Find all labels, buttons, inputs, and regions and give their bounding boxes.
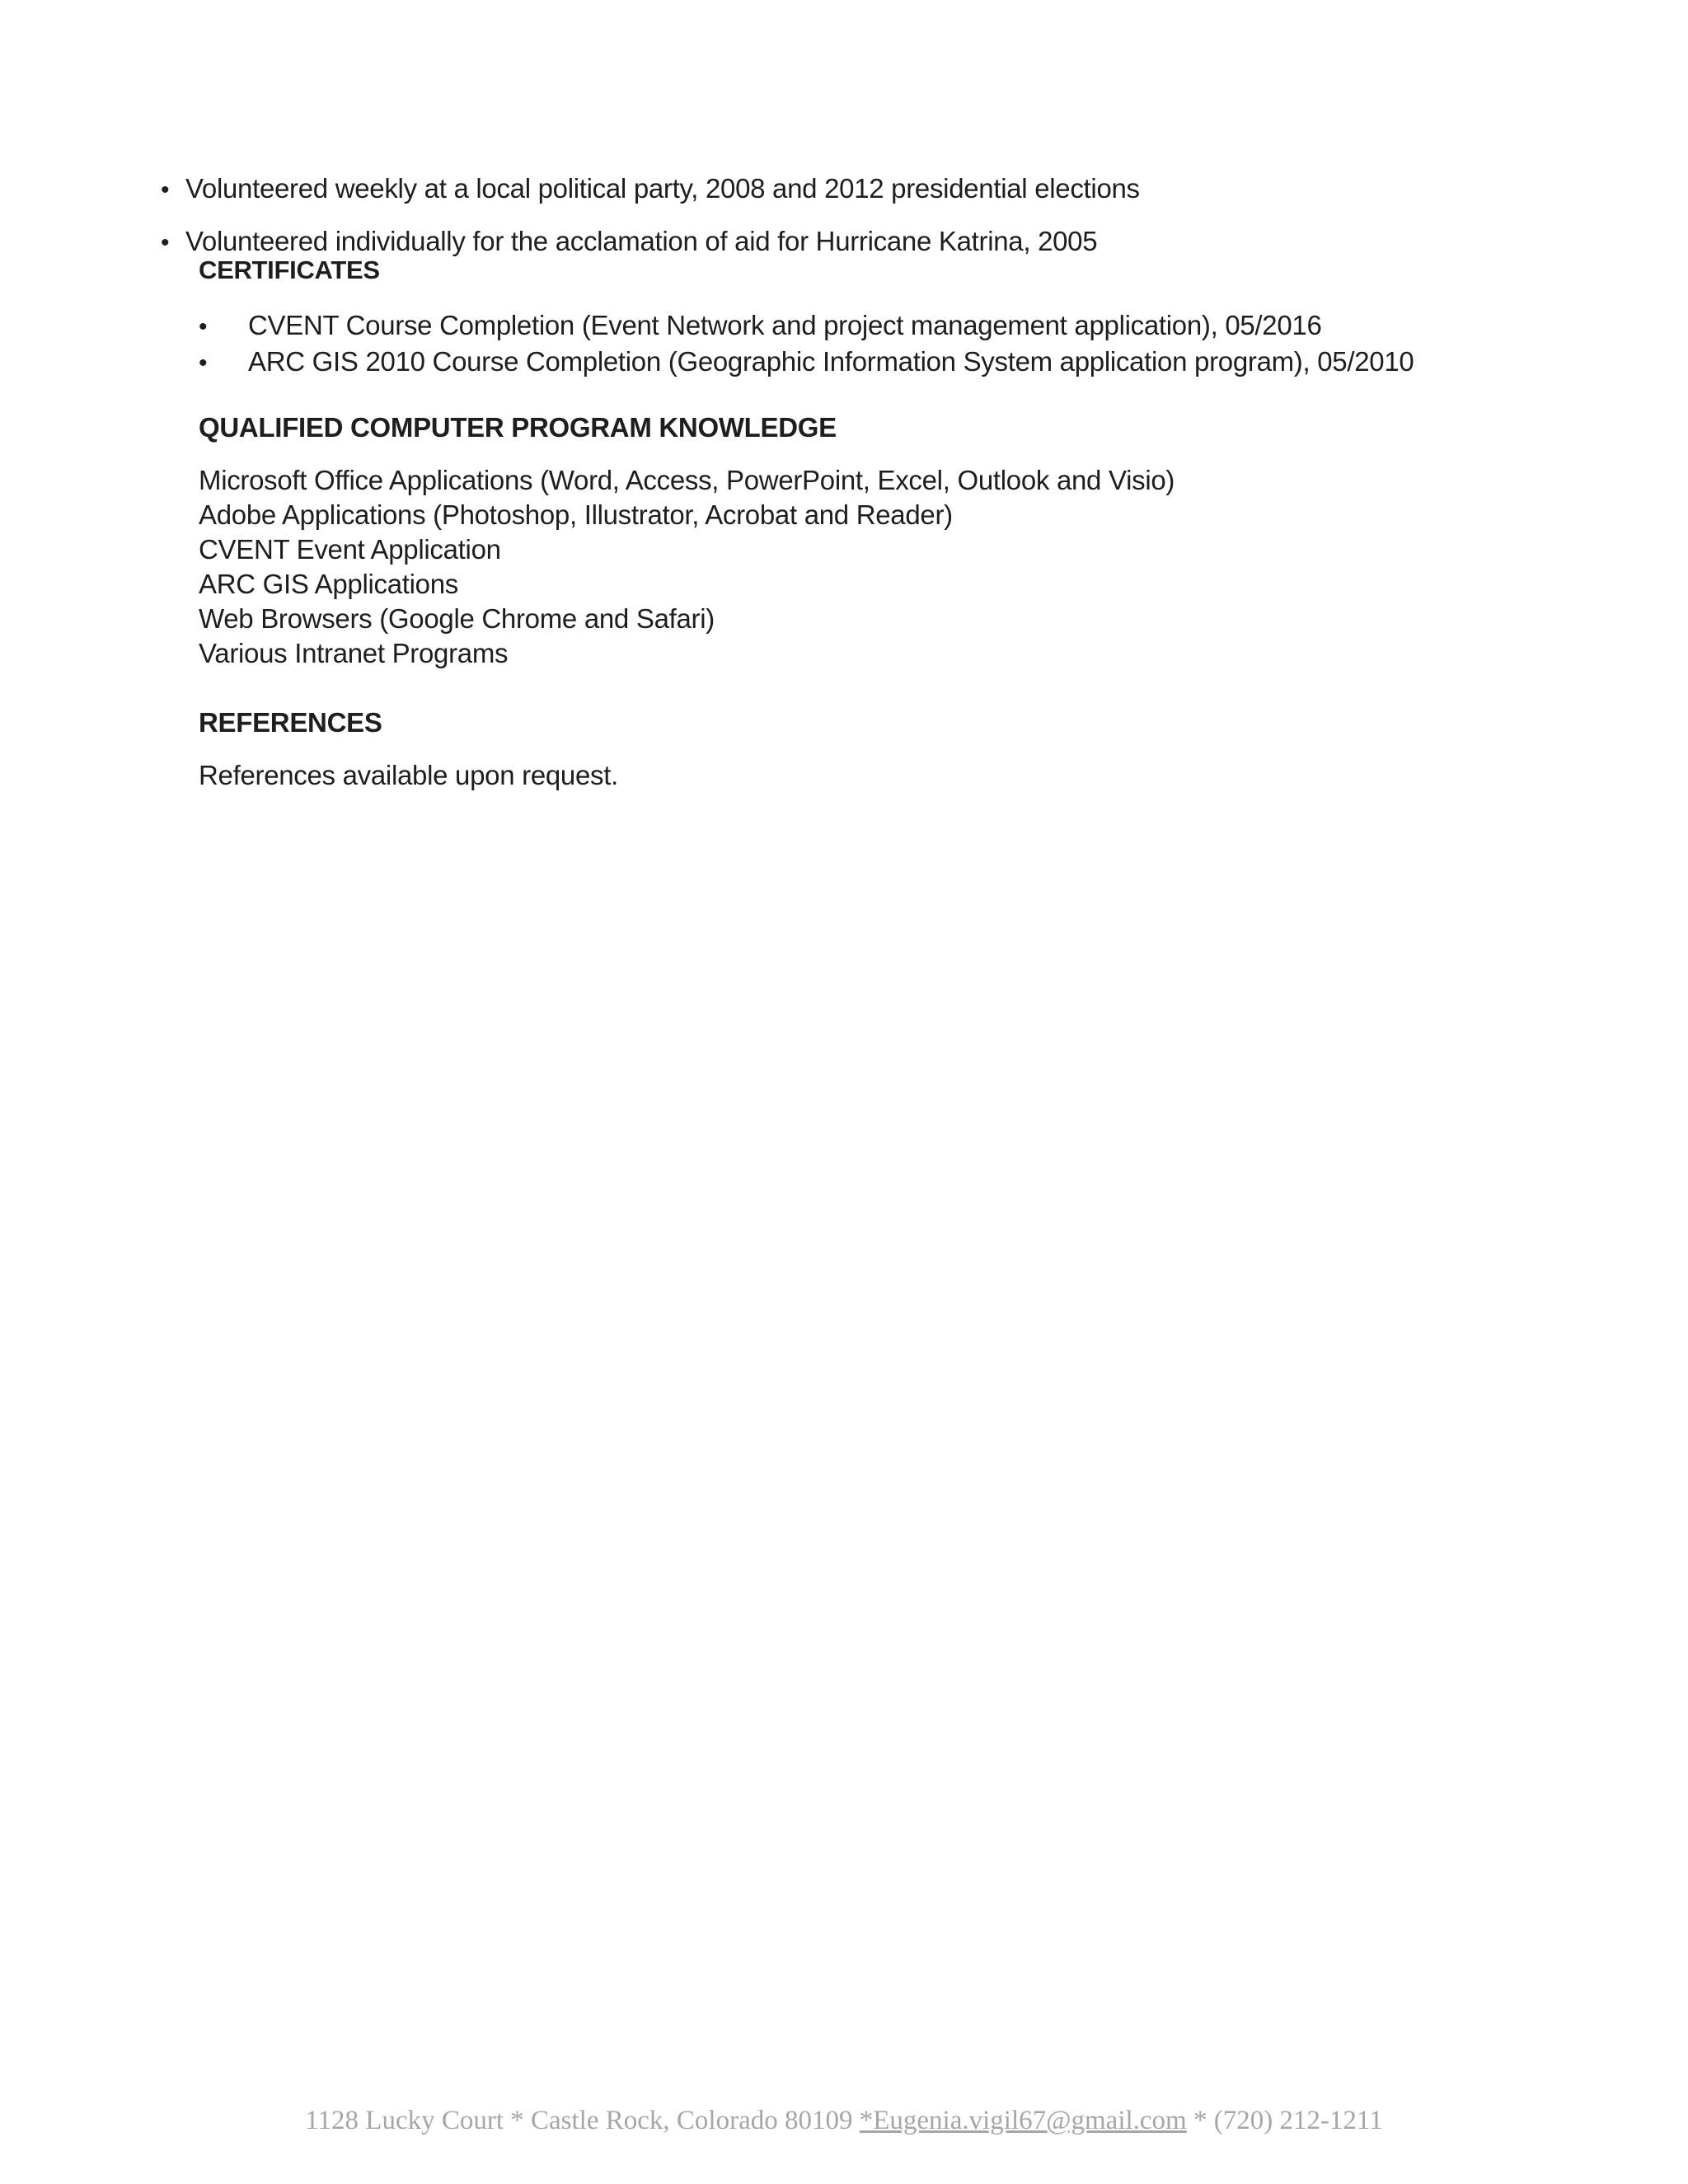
certificate-item <box>199 344 1414 381</box>
volunteer-item-text: Volunteered weekly at a local political party, 2008 and 2012 presidential elections <box>185 173 1140 204</box>
certificate-item-text: CVENT Course Completion (Event Network and project management application), 05/2016 <box>248 310 1322 340</box>
contact-footer <box>0 2106 1688 2136</box>
knowledge-list <box>199 463 1175 671</box>
knowledge-item: Various Intranet Programs <box>199 638 509 668</box>
footer-email-link[interactable]: *Eugenia.vigil67@gmail.com <box>859 2106 1187 2135</box>
knowledge-item: ARC GIS Applications <box>199 569 458 599</box>
knowledge-item: Microsoft Office Applications (Word, Access, PowerPoint, Excel, Outlook and Visio) <box>199 465 1175 495</box>
knowledge-item: Adobe Applications (Photoshop, Illustrator, Acrobat and Reader) <box>199 499 953 530</box>
knowledge-heading: QUALIFIED COMPUTER PROGRAM KNOWLEDGE <box>199 412 837 443</box>
knowledge-item: CVENT Event Application <box>199 534 501 565</box>
bullet-icon: • <box>161 176 170 204</box>
volunteer-item <box>161 171 1140 208</box>
certificate-item-text: ARC GIS 2010 Course Completion (Geographic Information System application program), 05/2010 <box>248 346 1414 377</box>
certificates-heading: CERTIFICATES <box>199 255 380 284</box>
footer-address: 1128 Lucky Court * Castle Rock, Colorado 80109 <box>305 2106 860 2135</box>
bullet-icon: • <box>199 349 208 377</box>
references-heading: REFERENCES <box>199 707 382 738</box>
footer-phone: * (720) 212-1211 <box>1186 2106 1383 2135</box>
references-text: References available upon request. <box>199 760 618 790</box>
volunteer-item-text: Volunteered individually for the acclamation of aid for Hurricane Katrina, 2005 <box>185 226 1098 256</box>
knowledge-item: Web Browsers (Google Chrome and Safari) <box>199 603 715 634</box>
bullet-icon: • <box>199 313 208 340</box>
bullet-icon: • <box>161 229 170 256</box>
certificate-item <box>199 308 1322 344</box>
